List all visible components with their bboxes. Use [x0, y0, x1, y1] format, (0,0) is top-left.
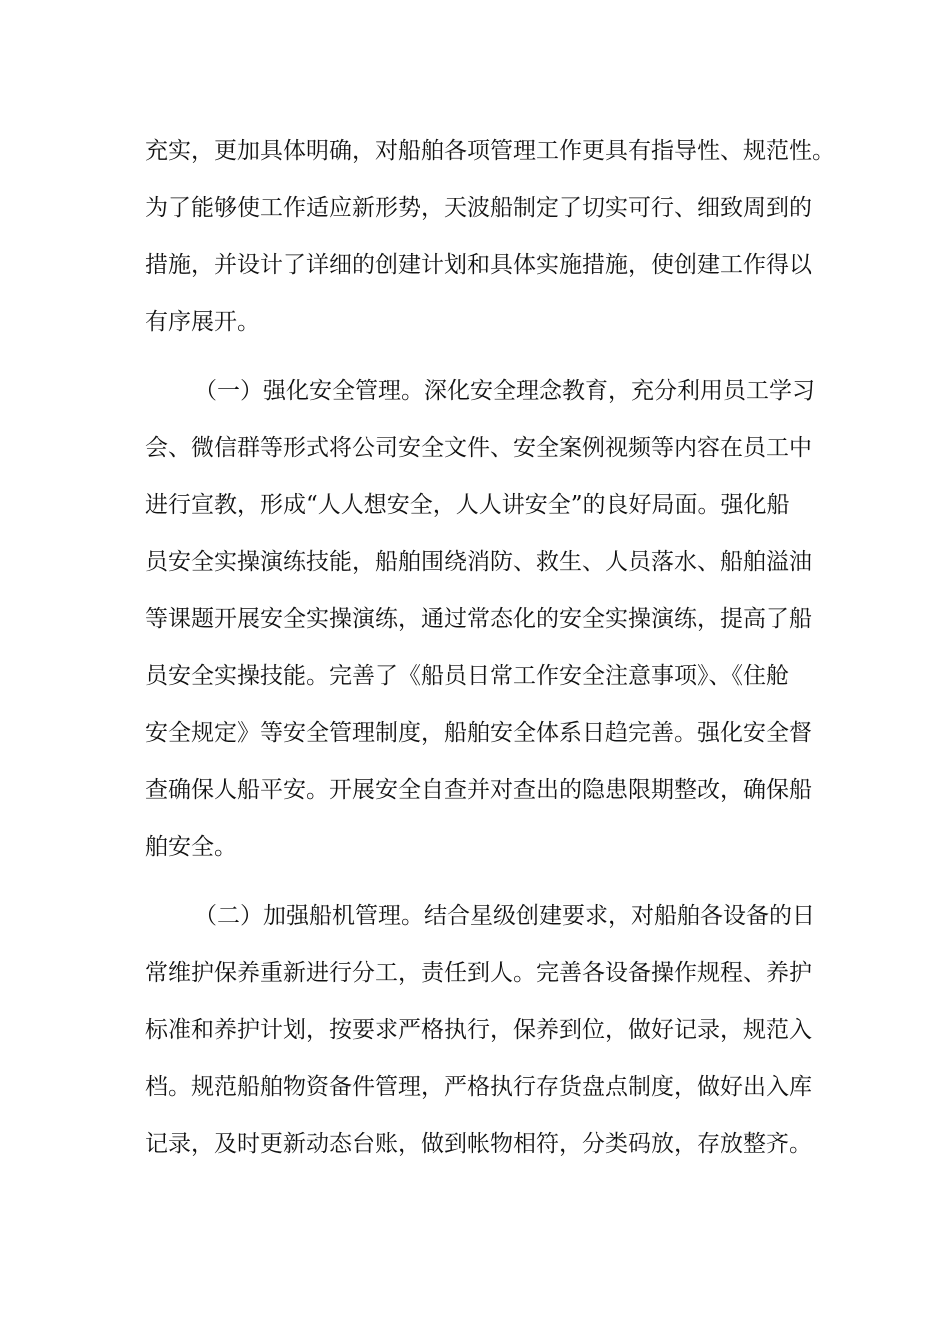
paragraph-2-line-8: 查确保人船平安。开展安全自查并对查出的隐患限期整改，确保船 — [145, 777, 812, 803]
paragraph-2-line-2: 会、微信群等形式将公司安全文件、安全案例视频等内容在员工中 — [145, 435, 812, 461]
paragraph-3-line-1: （二）加强船机管理。结合星级创建要求，对船舶各设备的日 — [194, 903, 815, 929]
paragraph-2-line-5: 等课题开展安全实操演练，通过常态化的安全实操演练，提高了船 — [145, 606, 812, 632]
paragraph-3-line-5: 记录，及时更新动态台账，做到帐物相符，分类码放，存放整齐。 — [145, 1131, 812, 1157]
paragraph-2-line-7: 安全规定》等安全管理制度，船舶安全体系日趋完善。强化安全督 — [145, 720, 812, 746]
paragraph-3-line-2: 常维护保养重新进行分工，责任到人。完善各设备操作规程、养护 — [145, 960, 812, 986]
paragraph-2-line-3: 进行宣教，形成“人人想安全，人人讲安全”的良好局面。强化船 — [145, 492, 790, 518]
paragraph-1-line-3: 措施，并设计了详细的创建计划和具体实施措施，使创建工作得以 — [145, 252, 812, 278]
paragraph-1-line-4: 有序展开。 — [145, 309, 260, 335]
paragraph-1-line-2: 为了能够使工作适应新形势，天波船制定了切实可行、细致周到的 — [145, 195, 812, 221]
paragraph-1-line-1: 充实，更加具体明确，对船舶各项管理工作更具有指导性、规范性。 — [145, 138, 835, 164]
paragraph-2-line-4: 员安全实操演练技能，船舶围绕消防、救生、人员落水、船舶溢油 — [145, 549, 812, 575]
paragraph-2-line-6: 员安全实操技能。完善了《船员日常工作安全注意事项》、《住舱 — [145, 663, 789, 689]
paragraph-3-line-3: 标准和养护计划，按要求严格执行，保养到位，做好记录，规范入 — [145, 1017, 812, 1043]
paragraph-2-line-1: （一）强化安全管理。深化安全理念教育，充分利用员工学习 — [194, 378, 815, 404]
paragraph-2-line-9: 舶安全。 — [145, 834, 237, 860]
paragraph-3-line-4: 档。规范船舶物资备件管理，严格执行存货盘点制度，做好出入库 — [145, 1074, 812, 1100]
